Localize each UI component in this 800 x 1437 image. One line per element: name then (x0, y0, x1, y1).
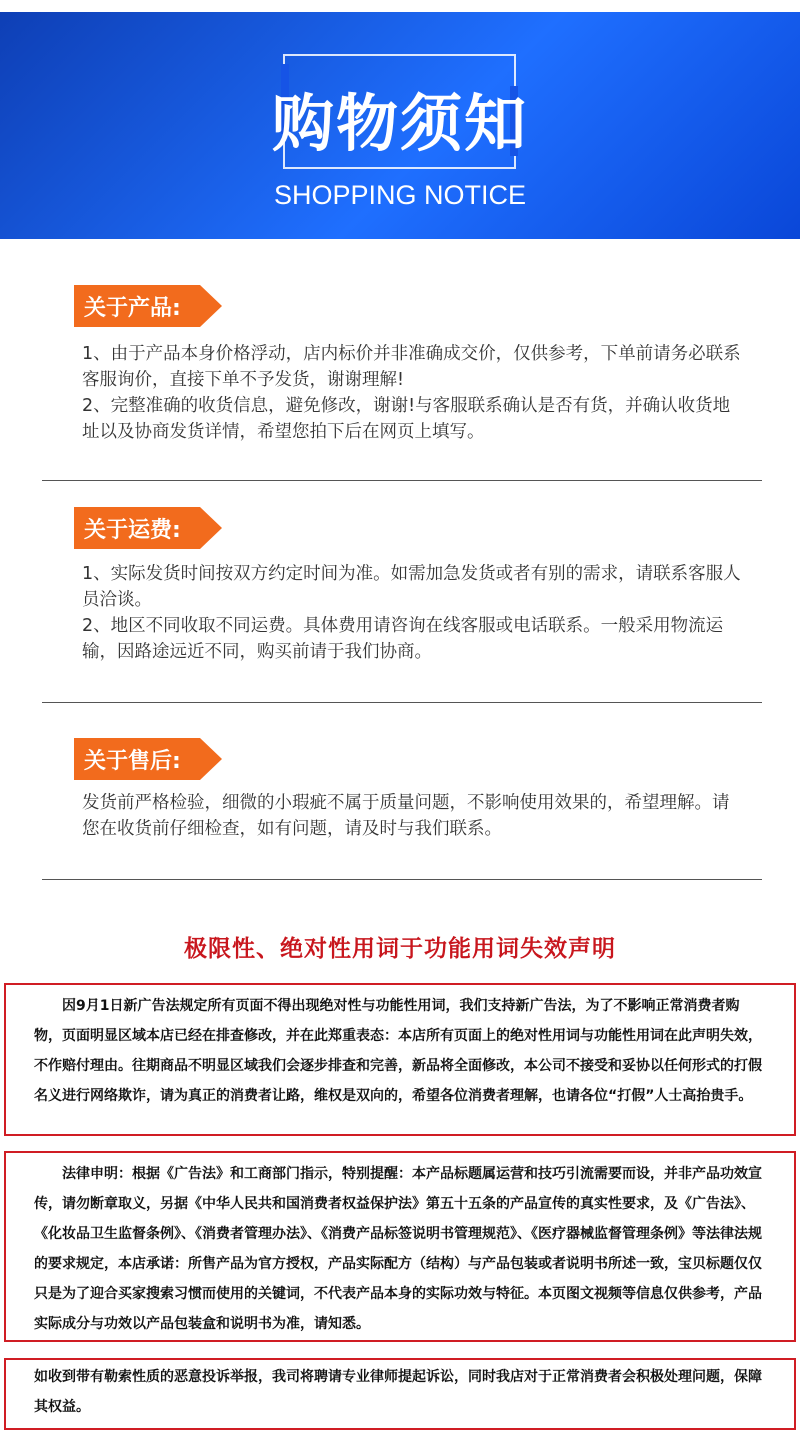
paragraph: 1、由于产品本身价格浮动，店内标价并非准确成交价，仅供参考，下单前请务必联系客服询价，直接下单不予发货，谢谢理解! (82, 344, 741, 390)
declaration-paragraph: 法律申明：根据《广告法》和工商部门指示，特别提醒：本产品标题属运营和技巧引流需要而设，并非产品功效宣传，请勿断章取义，另据《中华人民共和国消费者权益保护法》第五十五条的产品宣传的真实性要求，及《广告法》、《化妆品卫生监督条例》、《消费者管理办法》、《消费产品标签说明书管理规范》、《医疗器械监督管理条例》等法律法规的要求规定，本店承诺：所售产品为官方授权，产品实际配方（结构）与产品包装或者说明书所述一致，宝贝标题仅仅只是为了迎合买家搜索习惯而使用的关键词，不代表产品本身的实际功效与特征。本页图文视频等信息仅供参考，产品实际成分与功效以产品包装盒和说明书为准，请知悉。 (34, 1166, 762, 1332)
declaration-text (6, 1360, 794, 1422)
divider (42, 702, 762, 703)
section-tag-after-sales (74, 738, 222, 780)
declaration-box-advertising-law (4, 983, 796, 1136)
section-tag-product (74, 285, 222, 327)
declaration-text (6, 1153, 794, 1339)
section-tag-label: 关于产品: (84, 296, 181, 321)
page-subtitle: SHOPPING NOTICE (273, 180, 527, 210)
section-body (82, 790, 742, 842)
section-tag-label: 关于售后: (84, 749, 181, 774)
header-banner (0, 12, 800, 239)
divider (42, 879, 762, 880)
section-body (82, 561, 742, 665)
section-tag-shipping (74, 507, 222, 549)
section-body (82, 341, 742, 445)
paragraph: 2、完整准确的收货信息，避免修改，谢谢!与客服联系确认是否有货，并确认收货地址以及协商发货详情，希望您拍下后在网页上填写。 (82, 396, 731, 442)
declaration-text (6, 985, 794, 1111)
declaration-box-complaint (4, 1358, 796, 1430)
declaration-box-legal (4, 1151, 796, 1342)
section-tag-label: 关于运费: (84, 518, 181, 543)
paragraph: 2、地区不同收取不同运费。具体费用请咨询在线客服或电话联系。一般采用物流运输，因路途远近不同，购买前请于我们协商。 (82, 616, 724, 662)
page-title: 购物须知 (271, 87, 528, 160)
declaration-paragraph: 如收到带有勒索性质的恶意投诉举报，我司将聘请专业律师提起诉讼，同时我店对于正常消费者会积极处理问题，保障其权益。 (34, 1369, 762, 1415)
declaration-title: 极限性、绝对性用词于功能用词失效声明 (184, 936, 616, 962)
divider (42, 480, 762, 481)
paragraph: 1、实际发货时间按双方约定时间为准。如需加急发货或者有别的需求，请联系客服人员洽谈。 (82, 564, 741, 610)
declaration-paragraph: 因9月1日新广告法规定所有页面不得出现绝对性与功能性用词，我们支持新广告法，为了不影响正常消费者购物，页面明显区域本店已经在排查修改，并在此郑重表态：本店所有页面上的绝对性用词与功能性用词在此声明失效，不作赔付理由。往期商品不明显区域我们会逐步排查和完善，新品将全面修改，本公司不接受和妥协以任何形式的打假名义进行网络欺诈，请为真正的消费者让路，维权是双向的，希望各位消费者理解，也请各位“打假”人士高抬贵手。 (34, 998, 762, 1104)
paragraph: 发货前严格检验，细微的小瑕疵不属于质量问题，不影响使用效果的，希望理解。请您在收货前仔细检查，如有问题，请及时与我们联系。 (82, 793, 730, 839)
